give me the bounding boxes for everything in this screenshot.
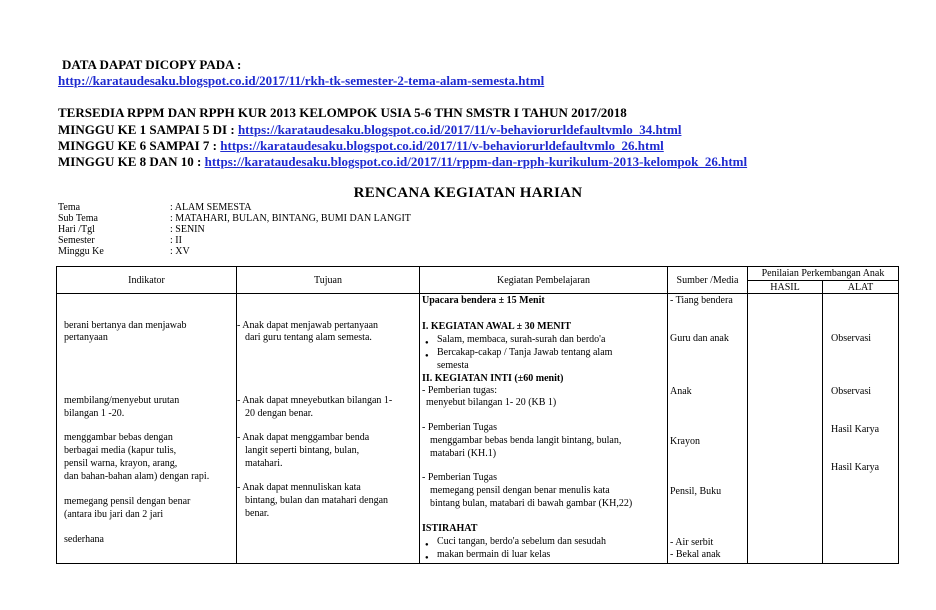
indikator-line: pensil warna, krayon, arang,: [64, 458, 178, 469]
header-link-5[interactable]: https://karataudesaku.blogspot.co.id/2017/11/rppm-dan-rpph-kurikulum-2013-kelompok_26.html: [204, 154, 748, 169]
meta-key-minggu: Minggu Ke: [58, 246, 104, 257]
tujuan-line: benar.: [245, 508, 270, 519]
page-title: RENCANA KEGIATAN HARIAN: [353, 185, 583, 201]
alat-item: Hasil Karya: [831, 462, 880, 473]
header-tujuan: Tujuan: [237, 267, 420, 294]
tujuan-cell: [237, 294, 420, 564]
activity-table: [56, 266, 899, 564]
indikator-line: berbagai media (kapur tulis,: [64, 445, 177, 456]
alat-item: Observasi: [831, 386, 871, 397]
meta-value-hari: : SENIN: [170, 224, 205, 235]
meta-key-hari: Hari /Tgl: [58, 224, 95, 235]
kegiatan-awal-title: I. KEGIATAN AWAL ± 30 MENIT: [422, 321, 572, 332]
kegiatan-upacara: Upacara bendera ± 15 Menit: [422, 295, 545, 306]
header-link-4[interactable]: https://karataudesaku.blogspot.co.id/2017/11/v-behaviorurldefaultvmlo_26.html: [220, 138, 664, 153]
kegiatan-inti-line: bintang bulan, matabari di bawah gambar (KH,22): [430, 498, 633, 509]
header-line-4: MINGGU KE 6 SAMPAI 7 : https://karataudesaku.blogspot.co.id/2017/11/v-behaviorurldefaultvmlo_26.html: [58, 138, 664, 153]
tujuan-line: - Anak dapat menggambar benda: [237, 432, 370, 443]
kegiatan-inti-line: menyebut bilangan 1- 20 (KB 1): [426, 397, 557, 408]
alat-item: Hasil Karya: [831, 424, 880, 435]
kegiatan-istirahat-item: ● Cuci tangan, berdo'a sebelum dan sesudah: [437, 536, 606, 548]
indikator-line: memegang pensil dengan benar: [64, 496, 191, 507]
sumber-cell: [668, 294, 748, 564]
header-link-3[interactable]: https://karataudesaku.blogspot.co.id/2017/11/v-behaviorurldefaultvmlo_34.html: [237, 122, 682, 137]
meta-value-tema: : ALAM SEMESTA: [170, 202, 252, 213]
indikator-line: pertanyaan: [64, 332, 108, 343]
kegiatan-awal-item: ● Salam, membaca, surah-surah dan berdo'a: [437, 334, 605, 346]
indikator-line: berani bertanya dan menjawab: [64, 320, 187, 331]
kegiatan-istirahat: ISTIRAHAT: [422, 523, 478, 534]
alat-item: Observasi: [831, 333, 871, 344]
tujuan-line: matahari.: [245, 458, 283, 469]
kegiatan-inti-line: memegang pensil dengan benar menulis kata: [430, 485, 610, 496]
meta-value-semester: : II: [170, 235, 182, 246]
header-alat: ALAT: [823, 281, 899, 294]
meta-key-semester: Semester: [58, 235, 95, 246]
header-link-1-row: [58, 73, 544, 89]
kegiatan-inti-title: II. KEGIATAN INTI (±60 menit): [422, 373, 564, 384]
tujuan-line: langit seperti bintang, bulan,: [245, 445, 360, 456]
tujuan-line: - Anak dapat menjawab pertanyaan: [237, 320, 379, 331]
meta-value-minggu: : XV: [170, 246, 190, 257]
kegiatan-inti-line: - Pemberian tugas:: [422, 385, 497, 396]
kegiatan-inti-line: menggambar bebas benda langit bintang, bulan,: [430, 435, 622, 446]
header-hasil: HASIL: [748, 281, 823, 294]
meta-value-subtema: : MATAHARI, BULAN, BINTANG, BUMI DAN LANGIT: [170, 213, 411, 224]
indikator-line: bilangan 1 -20.: [64, 408, 125, 419]
kegiatan-inti-line: matabari (KH.1): [430, 448, 497, 459]
tujuan-line: dari guru tentang alam semesta.: [245, 332, 372, 343]
sumber-item: Anak: [670, 386, 692, 397]
sumber-item: - Bekal anak: [670, 549, 721, 560]
tujuan-line: 20 dengan benar.: [245, 408, 314, 419]
kegiatan-awal-item-cont: semesta: [437, 360, 469, 371]
kegiatan-inti-line: - Pemberian Tugas: [422, 422, 497, 433]
kegiatan-cell: [420, 294, 668, 564]
indikator-line: (antara ibu jari dan 2 jari: [64, 509, 164, 520]
sumber-item: - Tiang bendera: [670, 295, 733, 306]
header-kegiatan: Kegiatan Pembelajaran: [420, 267, 668, 294]
hasil-cell: [748, 294, 823, 564]
kegiatan-awal-item: ● Bercakap-cakap / Tanja Jawab tentang alam: [437, 347, 612, 359]
sumber-item: - Air serbit: [670, 537, 714, 548]
header-link-1[interactable]: http://karataudesaku.blogspot.co.id/2017/11/rkh-tk-semester-2-tema-alam-semesta.html: [58, 73, 545, 88]
indikator-line: menggambar bebas dengan: [64, 432, 173, 443]
header-line-5: MINGGU KE 8 DAN 10 : https://karataudesaku.blogspot.co.id/2017/11/rppm-dan-rpph-kurikulum-2013-kelompok_26.html: [58, 154, 748, 169]
tujuan-line: bintang, bulan dan matahari dengan: [245, 495, 389, 506]
kegiatan-inti-line: - Pemberian Tugas: [422, 472, 497, 483]
meta-key-tema: Tema: [58, 202, 81, 213]
kegiatan-istirahat-item: ● makan bermain di luar kelas: [437, 549, 550, 561]
header-line-3: MINGGU KE 1 SAMPAI 5 DI : https://karataudesaku.blogspot.co.id/2017/11/v-behaviorurldefaultvmlo_34.html: [58, 122, 682, 137]
tujuan-line: - Anak dapat mennuliskan kata: [237, 482, 361, 493]
header-indikator: Indikator: [57, 267, 237, 294]
alat-cell: [823, 294, 899, 564]
indikator-line: sederhana: [64, 534, 104, 545]
header-line-2: TERSEDIA RPPM DAN RPPH KUR 2013 KELOMPOK USIA 5-6 THN SMSTR I TAHUN 2017/2018: [58, 105, 627, 120]
header-penilaian: Penilaian Perkembangan Anak: [748, 267, 899, 281]
indikator-line: dan bahan-bahan alam) dengan rapi.: [64, 471, 210, 482]
header-sumber: Sumber /Media: [668, 267, 748, 294]
sumber-item: Guru dan anak: [670, 333, 729, 344]
meta-key-subtema: Sub Tema: [58, 213, 98, 224]
sumber-item: Pensil, Buku: [670, 486, 722, 497]
indikator-cell: [57, 294, 237, 564]
indikator-line: membilang/menyebut urutan: [64, 395, 180, 406]
tujuan-line: - Anak dapat mneyebutkan bilangan 1-: [237, 395, 393, 406]
sumber-item: Krayon: [670, 436, 700, 447]
header-line-1: DATA DAPAT DICOPY PADA :: [62, 57, 242, 72]
